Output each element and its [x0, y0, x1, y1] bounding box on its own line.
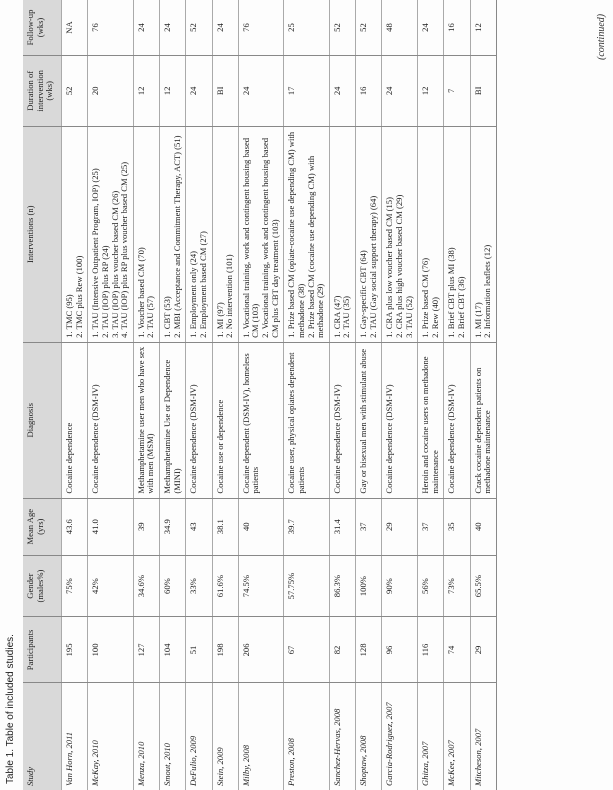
intervention-list	[421, 131, 440, 338]
cell-age: 39.7	[284, 498, 330, 555]
intervention-item: 3. TAU (IOP) plus voucher based CM (26)	[109, 190, 120, 338]
intervention-item: 2. No intervention (101)	[224, 254, 235, 338]
table-row	[444, 0, 470, 790]
intervention-item: 4. TAU (IOP) plus RP plus voucher based CM (25)	[119, 161, 130, 338]
cell-age: 34.9	[160, 498, 186, 555]
cell-duration: 24	[329, 56, 355, 127]
intervention-item: 2. CRA plus high voucher based CM (29)	[393, 194, 404, 338]
cell-interventions	[133, 126, 159, 342]
cell-age: 43.6	[62, 498, 88, 555]
cell-study: Mitcheson, 2007	[470, 683, 496, 790]
cell-age: 37	[356, 498, 382, 555]
cell-interventions	[470, 126, 496, 342]
cell-followup: 52	[356, 0, 382, 56]
cell-duration: 52	[62, 56, 88, 127]
intervention-item: 1. Prize based CM (opiate-cocaine use depending CM) with methadone (38)	[286, 131, 306, 338]
table-row	[418, 0, 444, 790]
table-caption: Table 1. Table of included studies.	[5, 634, 16, 784]
cell-diagnosis: Gay or bisexual men with stimulant abuse	[356, 342, 382, 498]
header-study: Study	[23, 683, 62, 790]
cell-participants: 74	[444, 617, 470, 683]
intervention-list	[216, 131, 235, 338]
intervention-item: 1. CRA plus low voucher based CM (15)	[384, 197, 395, 338]
cell-interventions	[329, 126, 355, 342]
cell-gender: 65.5%	[470, 555, 496, 617]
intervention-item: 2. TAU (57)	[145, 295, 156, 338]
cell-followup: 52	[329, 0, 355, 56]
cell-gender: 90%	[382, 555, 418, 617]
cell-diagnosis: Cocaine dependence (DSM-IV)	[329, 342, 355, 498]
cell-followup: 76	[88, 0, 134, 56]
cell-interventions	[212, 126, 238, 342]
intervention-list	[385, 131, 414, 338]
cell-followup: 25	[284, 0, 330, 56]
cell-age: 41.0	[88, 498, 134, 555]
intervention-item: 2. TAU (Gay social support therapy) (64)	[367, 195, 378, 338]
cell-diagnosis: Cocaine user, physical opiates dependent patients	[284, 342, 330, 498]
cell-duration: 12	[418, 56, 444, 127]
intervention-item: 1. Vocational training, work and contingent housing based CM (103)	[240, 137, 261, 338]
cell-age: 35	[444, 498, 470, 555]
table-row	[470, 0, 496, 790]
intervention-list	[91, 131, 130, 338]
cell-study: Van Horn, 2011	[62, 683, 88, 790]
cell-diagnosis: Cocaine dependence (DSM-IV)	[88, 342, 134, 498]
cell-followup: 16	[444, 0, 470, 56]
table-row	[212, 0, 238, 790]
table-row	[133, 0, 159, 790]
cell-followup: 24	[418, 0, 444, 56]
table-row	[88, 0, 134, 790]
cell-participants: 67	[284, 617, 330, 683]
cell-study: McKee, 2007	[444, 683, 470, 790]
intervention-item: 2. TMC plus Rew (100)	[73, 255, 84, 338]
intervention-list	[137, 131, 156, 338]
intervention-item: 2. TAU (35)	[341, 295, 352, 338]
cell-followup: 52	[186, 0, 212, 56]
intervention-item: 1. Brief CBT plus MI (38)	[446, 247, 457, 338]
cell-study: Garcia-Rodriguez, 2007	[382, 683, 418, 790]
header-interventions: Interventions (n)	[23, 126, 62, 342]
intervention-item: 1. MI (97)	[214, 302, 225, 338]
cell-study: Sanchez-Hervas, 2008	[329, 683, 355, 790]
cell-study: Smout, 2010	[160, 683, 186, 790]
intervention-item: 2. Employment based CM (27)	[197, 231, 208, 338]
cell-duration: 12	[133, 56, 159, 127]
cell-age: 38.1	[212, 498, 238, 555]
cell-followup: 12	[470, 0, 496, 56]
intervention-item: 1. Prize based CM (76)	[420, 257, 431, 338]
cell-participants: 100	[88, 617, 134, 683]
table-row	[62, 0, 88, 790]
intervention-item: 1. Gay-specific CBT (64)	[358, 250, 368, 338]
cell-participants: 116	[418, 617, 444, 683]
table-row	[382, 0, 418, 790]
cell-interventions	[160, 126, 186, 342]
intervention-item: 2. Vocational training, work and contingent housing based CM plus CBT day treatment (103)	[260, 137, 280, 338]
cell-age: 40	[470, 498, 496, 555]
cell-duration: BI	[470, 56, 496, 127]
cell-interventions	[382, 126, 418, 342]
table-row	[186, 0, 212, 790]
header-followup: Follow-up (wks)	[23, 0, 62, 56]
cell-followup: NA	[62, 0, 88, 56]
cell-gender: 60%	[160, 555, 186, 617]
header-participants: Participants	[23, 617, 62, 683]
cell-diagnosis: Crack cocaine dependent patients on methadone maintenance	[470, 342, 496, 498]
cell-study: Stein, 2009	[212, 683, 238, 790]
cell-participants: 127	[133, 617, 159, 683]
intervention-list	[163, 131, 182, 338]
caption-bar	[0, 0, 22, 790]
intervention-item: 1. TAU (Intensive Outpatient Program, IOP) (25)	[90, 168, 101, 338]
intervention-item: 2. Information leaflets (12)	[482, 244, 493, 338]
cell-diagnosis: Cocaine dependence (DSM-IV)	[444, 342, 470, 498]
cell-duration: 24	[186, 56, 212, 127]
cell-study: Preston, 2008	[284, 683, 330, 790]
table-row	[160, 0, 186, 790]
intervention-list	[242, 131, 281, 338]
intervention-item: 1. TMC (95)	[64, 294, 74, 338]
cell-gender: 73%	[444, 555, 470, 617]
intervention-list	[447, 131, 466, 338]
cell-duration: 24	[238, 56, 284, 127]
cell-interventions	[238, 126, 284, 342]
intervention-list	[189, 131, 208, 338]
cell-participants: 96	[382, 617, 418, 683]
header-age: Mean Age (yrs)	[23, 498, 62, 555]
cell-gender: 74.5%	[238, 555, 284, 617]
table-body	[62, 0, 497, 790]
cell-duration: 12	[160, 56, 186, 127]
header-duration: Duration of intervention (wks)	[23, 56, 62, 127]
cell-gender: 33%	[186, 555, 212, 617]
cell-participants: 195	[62, 617, 88, 683]
intervention-item: 2. Rew (40)	[429, 297, 440, 338]
cell-gender: 34.6%	[133, 555, 159, 617]
cell-participants: 82	[329, 617, 355, 683]
cell-gender: 86.3%	[329, 555, 355, 617]
cell-gender: 75%	[62, 555, 88, 617]
cell-followup: 24	[133, 0, 159, 56]
intervention-list	[333, 131, 352, 338]
intervention-item: 3. TAU (52)	[403, 295, 414, 338]
cell-duration: BI	[212, 56, 238, 127]
cell-interventions	[62, 126, 88, 342]
intervention-item: 1. Voucher based CM (70)	[135, 247, 146, 338]
cell-age: 39	[133, 498, 159, 555]
cell-interventions	[418, 126, 444, 342]
intervention-list	[359, 131, 378, 338]
header-diagnosis: Diagnosis	[23, 342, 62, 498]
cell-duration: 20	[88, 56, 134, 127]
cell-study: Menza, 2010	[133, 683, 159, 790]
intervention-list	[287, 131, 326, 338]
cell-followup: 76	[238, 0, 284, 56]
cell-participants: 128	[356, 617, 382, 683]
cell-age: 31.4	[329, 498, 355, 555]
cell-followup: 24	[160, 0, 186, 56]
cell-study: Ghitza, 2007	[418, 683, 444, 790]
cell-gender: 56%	[418, 555, 444, 617]
cell-gender: 57.75%	[284, 555, 330, 617]
cell-age: 40	[238, 498, 284, 555]
cell-interventions	[284, 126, 330, 342]
cell-participants: 51	[186, 617, 212, 683]
cell-duration: 24	[382, 56, 418, 127]
cell-study: Milby, 2008	[238, 683, 284, 790]
intervention-item: 2. Brief CBT (36)	[456, 276, 466, 338]
cell-gender: 42%	[88, 555, 134, 617]
intervention-item: 2. Prize based CM (cocaine use depending CM) with methadone (29)	[305, 155, 326, 338]
cell-followup: 48	[382, 0, 418, 56]
table-row	[356, 0, 382, 790]
cell-duration: 7	[444, 56, 470, 127]
intervention-item: 2. MBI (Acceptance and Commitment Therapy, ACT) (51)	[171, 135, 182, 338]
cell-study: DeFulio, 2009	[186, 683, 212, 790]
cell-study: Shoptaw, 2008	[356, 683, 382, 790]
cell-followup: 24	[212, 0, 238, 56]
table-row	[329, 0, 355, 790]
cell-diagnosis: Cocaine dependence (DSM-IV)	[382, 342, 418, 498]
cell-interventions	[356, 126, 382, 342]
cell-gender: 61.6%	[212, 555, 238, 617]
studies-table	[23, 0, 497, 790]
cell-interventions	[88, 126, 134, 342]
header-gender: Gender (males%)	[23, 555, 62, 617]
cell-duration: 17	[284, 56, 330, 127]
cell-diagnosis: Cocaine use or dependence	[212, 342, 238, 498]
header-row	[23, 0, 62, 790]
cell-study: McKay, 2010	[88, 683, 134, 790]
cell-interventions	[444, 126, 470, 342]
cell-participants: 29	[470, 617, 496, 683]
table-row	[284, 0, 330, 790]
intervention-item: 1. MI (17)	[472, 302, 483, 338]
intervention-item: 1. CRA (47)	[331, 295, 342, 338]
cell-diagnosis: Methamphetamine user men who have sex with men (MSM)	[133, 342, 159, 498]
intervention-item: 2. TAU (IOP) plus RP (24)	[99, 245, 110, 338]
cell-duration: 16	[356, 56, 382, 127]
cell-participants: 206	[238, 617, 284, 683]
continued-note: (continued)	[596, 13, 607, 60]
table-row	[238, 0, 284, 790]
intervention-item: 1. Employment only (24)	[188, 250, 199, 338]
cell-age: 43	[186, 498, 212, 555]
cell-diagnosis: Cocaine dependent (DSM-IV), homeless patients	[238, 342, 284, 498]
cell-participants: 198	[212, 617, 238, 683]
cell-age: 37	[418, 498, 444, 555]
cell-diagnosis: Methamphetamine Use or Dependence (MINI)	[160, 342, 186, 498]
intervention-list	[474, 131, 493, 338]
cell-diagnosis: Heroin and cocaine users on methadone maintenance	[418, 342, 444, 498]
intervention-item: 1. CBT (53)	[162, 296, 172, 338]
cell-interventions	[186, 126, 212, 342]
cell-participants: 104	[160, 617, 186, 683]
cell-gender: 100%	[356, 555, 382, 617]
cell-diagnosis: Cocaine dependence	[62, 342, 88, 498]
cell-diagnosis: Cocaine dependence (DSM-IV)	[186, 342, 212, 498]
cell-age: 29	[382, 498, 418, 555]
intervention-list	[65, 131, 84, 338]
